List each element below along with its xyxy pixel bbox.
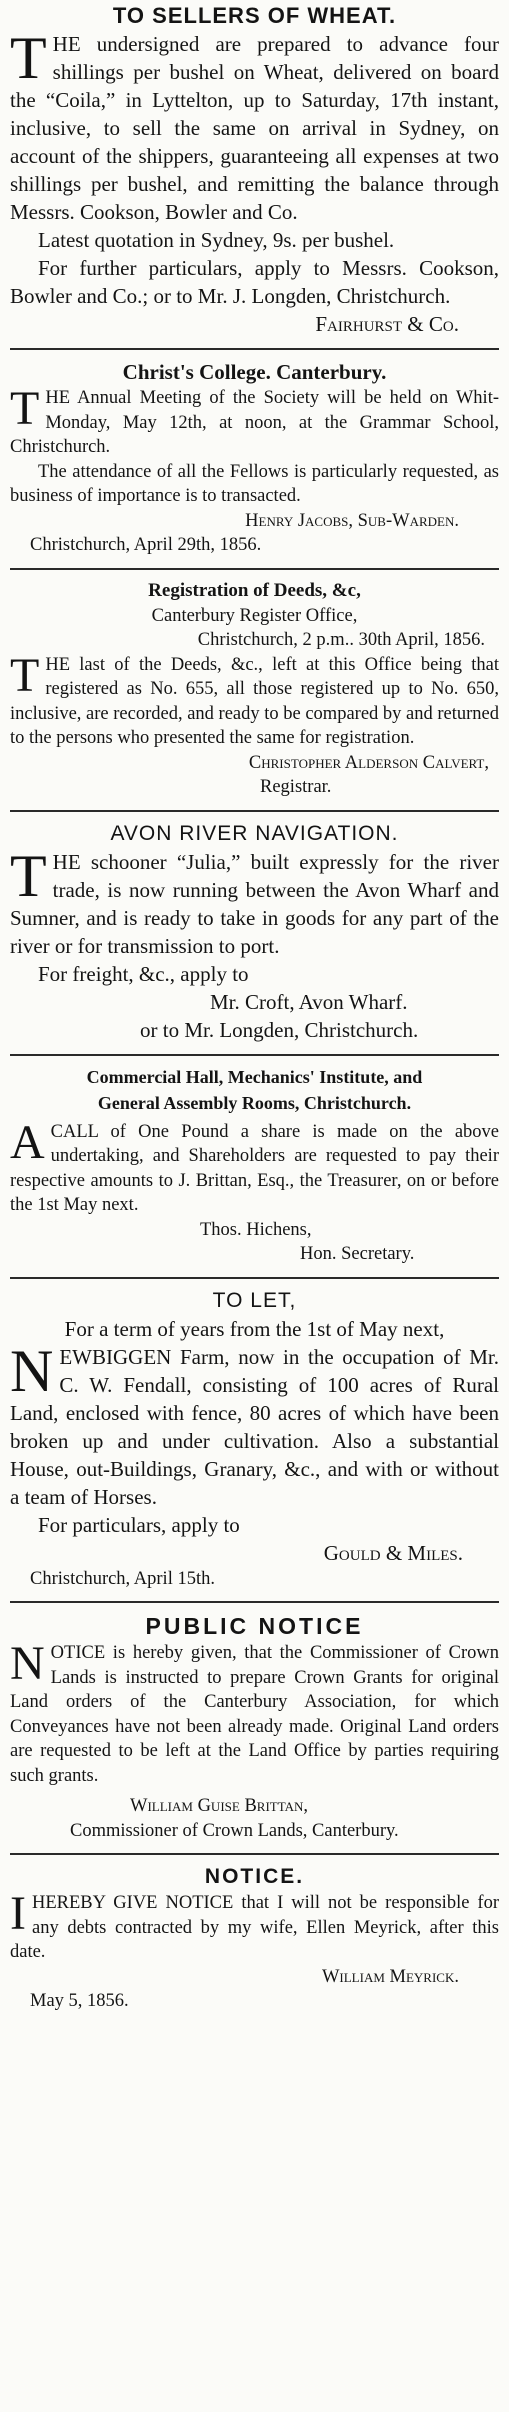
- ad-public-notice: [10, 1611, 499, 1843]
- ad-signature: William Meyrick.: [321, 1966, 459, 1987]
- ad-to-let: [10, 1287, 499, 1592]
- ad-heading: TO SELLERS OF WHEAT.: [112, 3, 397, 28]
- ad-body-text: HEREBY GIVE NOTICE that I will not be responsible for any debts contracted by my wife, Ellen Meyrick, after this date.: [10, 1893, 499, 1962]
- ad-body-text: HE last of the Deeds, &c., left at this Office being that registered as No. 655, all those registered up to No. 650, inclusive, are recorded, and ready to be compared by and returned to the persons who presented the same for registration.: [10, 654, 500, 748]
- ad-heading: Registration of Deeds, &c,: [148, 579, 361, 601]
- ad-registration-of-deeds: [10, 578, 499, 800]
- ad-attendance: The attendance of all the Fellows is particularly requested, as business of importance is to transacted.: [10, 461, 499, 506]
- ad-heading: PUBLIC NOTICE: [145, 1613, 364, 1639]
- ad-heading-line2: General Assembly Rooms, Christchurch.: [97, 1092, 412, 1113]
- ad-dateline: Christchurch, 2 p.m.. 30th April, 1856.: [197, 630, 485, 650]
- ad-title: Registrar.: [260, 777, 332, 797]
- ad-signature: William Guise Brittan,: [130, 1796, 309, 1816]
- ad-signature: Fairhurst & Co.: [315, 312, 459, 336]
- ad-body-text: HE schooner “Julia,” built expressly for the river trade, is now running between the Avon Wharf and Sumner, and is ready to take in goods for any part of the river or for transmission to port.: [10, 849, 499, 958]
- ad-date: Christchurch, April 15th.: [30, 1568, 215, 1589]
- drop-cap: N: [10, 1337, 54, 1404]
- ad-commercial-hall: [10, 1064, 499, 1267]
- ad-title: Hon. Secretary.: [300, 1244, 415, 1264]
- ad-contact-longden: or to Mr. Longden, Christchurch.: [140, 1017, 419, 1042]
- ad-signature: Christopher Alderson Calvert,: [248, 752, 489, 773]
- ad-heading-line1: Commercial Hall, Mechanics' Institute, and: [86, 1066, 423, 1087]
- ad-avon-river-navigation: [10, 820, 499, 1044]
- drop-cap: T: [10, 25, 47, 91]
- ad-subheading: For a term of years from the 1st of May next,: [64, 1316, 445, 1341]
- ad-body: [10, 1637, 499, 1788]
- ad-body: [10, 1887, 499, 1965]
- ad-heading: TO LET,: [212, 1288, 297, 1312]
- ad-contact-croft: Mr. Croft, Avon Wharf.: [210, 989, 408, 1014]
- ad-body: [10, 382, 499, 460]
- divider: [10, 1054, 499, 1056]
- ad-body: [10, 1115, 499, 1218]
- ad-quotation: Latest quotation in Sydney, 9s. per bushel.: [38, 228, 395, 252]
- ad-signature: Gould & Miles.: [323, 1540, 463, 1565]
- ad-signature: Henry Jacobs, Sub-Warden.: [245, 510, 459, 531]
- ad-body: [10, 842, 499, 960]
- drop-cap: I: [10, 1887, 26, 1940]
- drop-cap: T: [10, 648, 40, 702]
- ad-body: [10, 1337, 499, 1511]
- divider: [10, 1601, 499, 1603]
- ad-date: May 5, 1856.: [30, 1991, 129, 2011]
- ad-heading: Christ's College. Canterbury.: [122, 360, 387, 384]
- ad-particulars: For particulars, apply to: [38, 1512, 240, 1537]
- drop-cap: T: [10, 842, 47, 909]
- divider: [10, 810, 499, 812]
- drop-cap: N: [10, 1637, 45, 1690]
- ad-particulars: For further particulars, apply to Messrs. Cookson, Bowler and Co.; or to Mr. J. Longden, Christchurch.: [10, 256, 499, 308]
- ad-signature: Thos. Hichens,: [200, 1219, 312, 1240]
- ad-notice-meyrick: [10, 1863, 499, 2014]
- ad-heading: NOTICE.: [204, 1865, 305, 1888]
- ad-heading: AVON RIVER NAVIGATION.: [110, 821, 399, 845]
- ad-body-text: EWBIGGEN Farm, now in the occupation of Mr. C. W. Fendall, consisting of 100 acres of Rural Land, enclosed with fence, 80 acres of which have been broken up and under cultivation. Also a substantial House, out-Buildings, Granary, &c., and with or without a team of Horses.: [10, 1344, 499, 1509]
- ad-office: Canterbury Register Office,: [151, 605, 358, 626]
- ad-christs-college: [10, 358, 499, 558]
- ad-freight: For freight, &c., apply to: [38, 961, 249, 986]
- drop-cap: A: [10, 1115, 45, 1169]
- divider: [10, 348, 499, 350]
- divider: [10, 568, 499, 570]
- ad-body-text: HE Annual Meeting of the Society will be held on Whit-Monday, May 12th, at noon, at the Grammar School, Christchurch.: [10, 388, 499, 457]
- ad-body-text: OTICE is hereby given, that the Commissioner of Crown Lands is instructed to prepare Crown Grants for original Land orders of the Canterbury Association, for which Conveyances have not been already made. Original Land orders are requested to be left at the Land Office by parties requiring such grants.: [10, 1643, 499, 1786]
- ad-sellers-of-wheat: [10, 0, 499, 338]
- drop-cap: T: [10, 382, 40, 435]
- ad-body: [10, 648, 500, 751]
- ad-body: [10, 25, 499, 226]
- divider: [10, 1853, 499, 1855]
- ad-body-text: HE undersigned are prepared to advance four shillings per bushel on Wheat, delivered on board the “Coila,” in Lyttelton, up to Saturday, 17th instant, inclusive, to sell the same on arrival in Sydney, on account of the shippers, guaranteeing all expenses at two shillings per bushel, and remitting the balance through Messrs. Cookson, Bowler and Co.: [10, 32, 499, 224]
- ad-date: Christchurch, April 29th, 1856.: [30, 535, 262, 555]
- ad-body-text: CALL of One Pound a share is made on the above undertaking, and Shareholders are requested to pay their respective amounts to J. Brittan, Esq., the Treasurer, on or before the 1st May next.: [10, 1121, 499, 1215]
- ad-title: Commissioner of Crown Lands, Canterbury.: [70, 1820, 399, 1841]
- divider: [10, 1277, 499, 1279]
